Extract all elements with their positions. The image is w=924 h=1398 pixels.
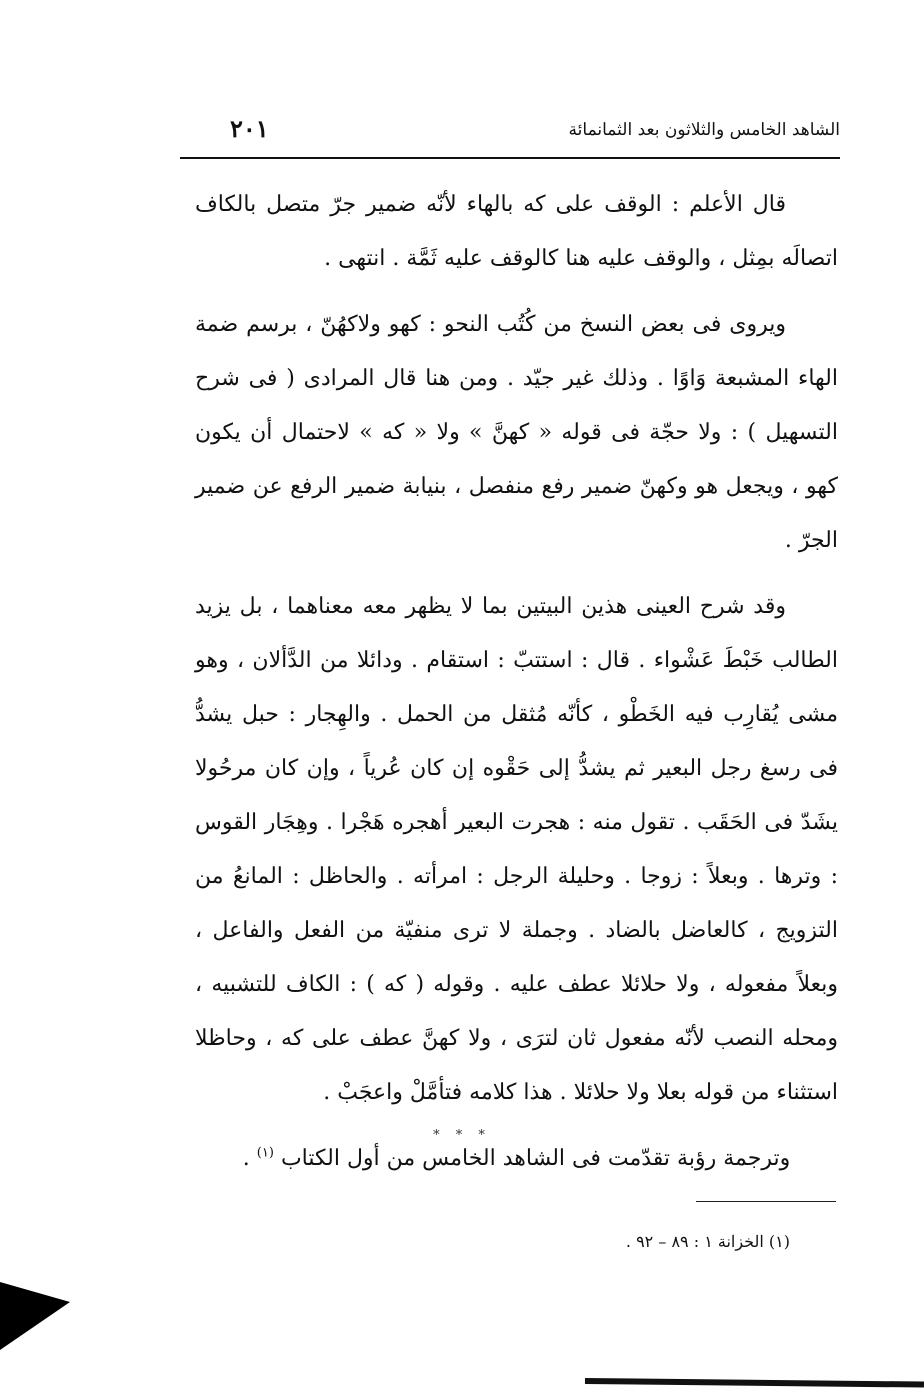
paragraph-nusakh: ويروى فى بعض النسخ من كُتُب النحو : كهو ولاكهُنّ ، برسم ضمة الهاء المشبعة وَاوًا . وذلك غير جيّد . ومن هنا قال المرادى ( فى شرح التسهيل ) : ولا حجّة فى قوله « كهنَّ » ولا « كه » لاحتمال أن يكون كهو ، ويجعل هو وكهنّ ضمير رفع منفصل ، بنيابة ضمير الرفع عن ضمير الجرّ . <box>195 312 838 553</box>
header-rule <box>180 157 840 159</box>
body-text <box>195 178 838 1186</box>
paragraph-aini: وقد شرح العينى هذين البيتين بما لا يظهر معه معناهما ، بل يزيد الطالب خَبْطَ عَشْواء . قال : استتبّ : استقام . ودائلا من الدَّألان ، وهو مشى يُقارِب فيه الخَطْو ، كأنّه مُثقل من الحمل . والهِجار : حبل يشدُّ فى رسغ رجل البعير ثم يشدُّ إلى حَقْوه إن كان عُرياً ، وإن كان مرحُولا يشَدّ فى الحَقَب . تقول منه : هجرت البعير أهجره هَجْرا . وهِجَار القوس : وترها . وبعلاً : زوجا . وحليلة الرجل : امرأته . والحاظل : المانعُ من التزويج ، كالعاضل بالضاد . وجملة لا ترى منفيّة من الفعل والفاعل ، وبعلاً مفعوله ، ولا حلائلا عطف عليه . وقوله ( كه ) : الكاف للتشبيه ، ومحله النصب لأنّه مفعول ثان لترَى ، ولا كهنَّ عطف على كه ، وحاظلا استثناء من قوله بعلا ولا حلائلا . هذا كلامه فتأمَّلْ واعجَبْ . <box>195 594 838 1105</box>
closing-period: . <box>242 1146 250 1171</box>
running-head: الشاهد الخامس والثلاثون بعد الثمانمائة <box>568 120 840 140</box>
scan-corner-shadow <box>0 1282 70 1350</box>
footnote: (١) الخزانة ١ : ٨٩ – ٩٢ . <box>625 1232 790 1251</box>
scan-edge-shadow <box>585 1378 924 1388</box>
page-number: ٢٠١ <box>230 114 269 143</box>
paragraph-alam: قال الأعلم : الوقف على كه بالهاء لأنّه ضمير جرّ متصل بالكاف اتصالَه بمِثل ، والوقف عليه هنا كالوقف عليه ثَمَّة . انتهى . <box>195 192 838 271</box>
footnote-rule <box>696 1201 836 1202</box>
section-ornament: * * * <box>433 1128 491 1143</box>
page-header <box>180 112 840 152</box>
closing-text: وترجمة رؤبة تقدّمت فى الشاهد الخامس من أول الكتاب <box>280 1146 791 1171</box>
footnote-reference: (١) <box>256 1145 274 1161</box>
